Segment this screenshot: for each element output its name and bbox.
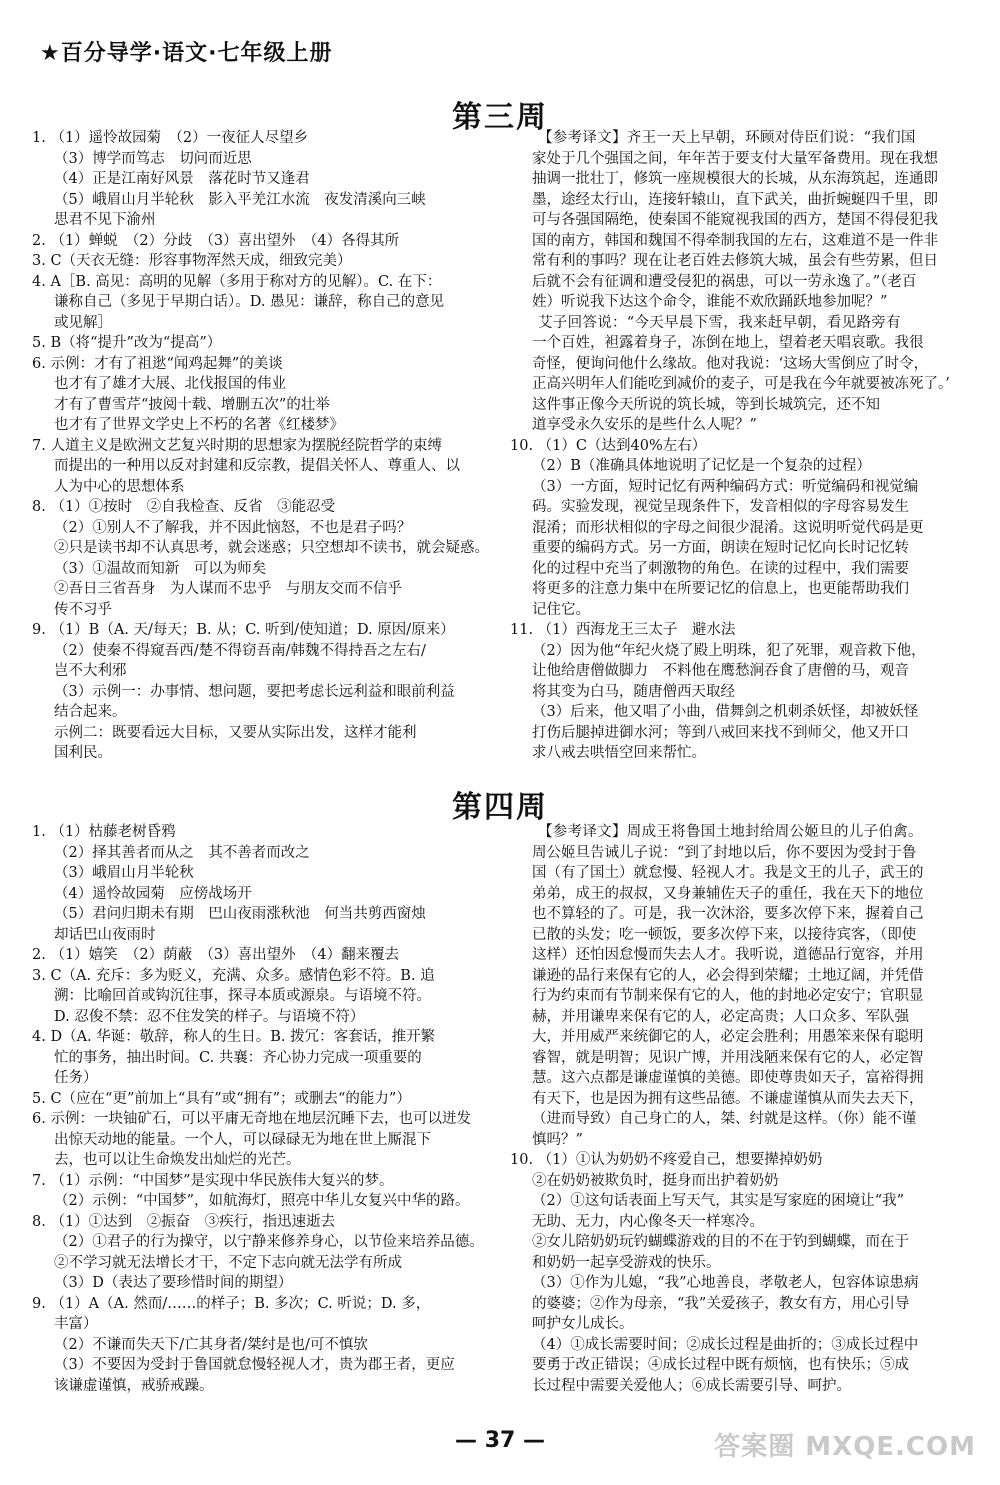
answer-line: （2）使秦不得窥吾西/楚不得窃吾南/韩魏不得持吾之左右/	[54, 642, 426, 659]
answer-line: 长过程中需要关爱他人；⑥成长需要引导、呵护。	[532, 1377, 851, 1394]
answer-line: 出惊天动地的能量。一个人，可以碌碌无为地在世上厮混下	[54, 1131, 431, 1148]
answer-line: （3）一方面，短时记忆有两种编码方式：听觉编码和视觉编	[532, 478, 919, 495]
answer-line: 周公姬旦告诫儿子说：“到了封地以后，你不要因为受封于鲁	[532, 844, 917, 861]
answer-line: D. 忍俊不禁：忍不住发笑的样子。与语境不符）	[54, 1008, 365, 1025]
answer-line: 5. C（应在“更”前加上“具有”或“拥有”；或删去“的能力”）	[32, 1090, 411, 1107]
answer-line: （3）①作为儿媳，“我”心地善良，孝敬老人，包容体谅患病	[532, 1275, 919, 1291]
answer-line: ②不学习就无法增长才干，不定下志向就无法学有所成	[54, 1254, 402, 1271]
answer-line: 4. D（A. 华诞：敬辞，称人的生日。B. 拨冗：客套话，推开繁	[32, 1029, 436, 1045]
answer-line: 5. B（将“提升”改为“提高”）	[32, 335, 222, 351]
answer-line: 让他给唐僧做脚力 不料他在鹰愁涧吞食了唐僧的马，观音	[532, 663, 909, 679]
answer-line: 奇怪，便询问他什么缘故。他对我说：‘这场大雪倒应了时令，	[532, 355, 929, 372]
answer-line: 墨，途经太行山，连接轩辕山，直下武关，曲折蜿蜒四千里，即	[532, 191, 938, 208]
answer-line: 或见解］	[54, 314, 112, 331]
answer-line: 而提出的一种用以反对封建和反宗教，提倡关怀人、尊重人、以	[54, 458, 460, 474]
week3-title: 第三周	[452, 100, 548, 135]
answer-line: 后就不会有征调和遭受侵犯的祸患，可以一劳永逸了。”（老百	[532, 273, 917, 290]
answer-line: 3. C（A. 充斥：多为贬义，充满、众多。感情色彩不符。B. 追	[32, 967, 435, 984]
answer-line: 6. 示例：才有了祖逖“闻鸡起舞”的美谈	[32, 355, 283, 372]
answer-line: 赫，并用谦卑来保有它的人，必定高贵；人口众多、军队强	[532, 1008, 909, 1025]
answer-line: 呵护女儿成长。	[532, 1316, 634, 1332]
answer-line: 慧。这六点都是谦虚谨慎的美德。即使尊贵如天子，富裕得拥	[532, 1070, 924, 1086]
answer-line: （3）D（表达了要珍惜时间的期望）	[54, 1275, 293, 1291]
answer-line: 8. （1）①按时 ②自我检查、反省 ③能忍受	[32, 499, 336, 515]
answer-line: 将其变为白马，随唐僧西天取经	[532, 683, 735, 700]
answer-line: 有天下，也是因为拥有这些品德。不谦虚谨慎从而失去天下，	[532, 1090, 924, 1107]
answer-line: 这样）还怕因怠慢而失去人才。我听说，道德品行宽容，并用	[532, 947, 924, 963]
answer-line: 3. C（天衣无缝：形容事物浑然天成，细致完美）	[32, 253, 352, 269]
answer-line: （3）峨眉山月半轮秋	[54, 865, 194, 881]
answer-line: （3）示例一：办事情、想问题，要把考虑长远利益和眼前利益	[54, 683, 455, 700]
answer-line: 任务）	[54, 1070, 98, 1086]
answer-line: 7. 人道主义是欧洲文艺复兴时期的思想家为摆脱经院哲学的束缚	[32, 437, 442, 454]
answer-line: （2）因为他“年纪火烧了殿上明珠，犯了死罪，观音救下他，	[532, 642, 926, 659]
answer-line: （5）君问归期未有期 巴山夜雨涨秋池 何当共剪西窗烛	[54, 906, 426, 922]
answer-line: 谦逊的品行来保有它的人，必会得到荣耀；土地辽阔，并凭借	[532, 967, 924, 984]
answer-line: 【参考译文】周成王将鲁国土地封给周公姬旦的儿子伯禽。	[538, 824, 923, 840]
answer-line: 的婆婆；②作为母亲，“我”关爱孩子，教女有方，用心引导	[532, 1295, 910, 1312]
answer-line: 行为约束而有节制来保有它的人，他的封地必定安宁；官职显	[532, 988, 924, 1004]
week3-left-column	[32, 128, 492, 764]
book-title-header: ★百分导学·语文·七年级上册	[40, 41, 333, 66]
answer-line: （4）遥怜故园菊 应傍战场开	[54, 885, 252, 902]
answer-line: 将更多的注意力集中在所要记忆的信息上，也更能帮助我们	[532, 581, 909, 597]
answer-line: 大，并用威严来统御它的人，必定会胜利；用愚笨来保有聪明	[532, 1029, 924, 1045]
answer-line: 家处于几个强国之间，年年苦于要支付大量军备费用。现在我想	[532, 150, 938, 167]
answer-line: （3）①温故而知新 可以为师矣	[54, 560, 267, 577]
watermark-logo: 答案圈 MXQE.COM	[714, 1432, 976, 1462]
answer-line: 国（有了国土）就怠慢、轻视人才。我是文王的儿子，武王的	[532, 865, 924, 881]
answer-line: 打伤后腿掉进御水河；等到八戒回来找不到师父，他又开口	[532, 724, 909, 741]
answer-line: 和奶奶一起享受游戏的快乐。	[532, 1254, 721, 1271]
answer-line: （进而导致）自己身亡的人，桀、纣就是这样。（你）能不谨	[532, 1111, 917, 1127]
answer-line: 人为中心的思想体系	[54, 478, 185, 495]
answer-line: 重要的编码方式。另一方面，朗读在短时记忆向长时记忆转	[532, 540, 909, 556]
answer-line: 4. A［B. 高见：高明的见解（多用于称对方的见解）。C. 在下：	[32, 273, 442, 290]
answer-line: 思君不见下渝州	[54, 212, 156, 228]
answer-line: （2）①别人不了解我，并不因此恼怒，不也是君子吗？	[54, 519, 412, 536]
page-number: — 37 —	[455, 1428, 545, 1453]
answer-line: 化的过程中充当了刺激物的角色。在读的过程中，我们需要	[532, 560, 909, 577]
answer-line: （2）①君子的行为操守，以宁静来修养身心，以节俭来培养品德。	[54, 1234, 484, 1250]
answer-line: 弟弟，成王的叔叔，又身兼辅佐天子的重任，我在天下的地位	[532, 885, 924, 902]
answer-line: （3）不要因为受封于鲁国就怠慢轻视人才，贵为郡王者，更应	[54, 1357, 455, 1373]
answer-line: （2）择其善者而从之 其不善者而改之	[54, 844, 310, 861]
answer-line: 国利民。	[54, 745, 112, 761]
answer-line: 溯：比喻回首或钩沉往事，探寻本质或源泉。与语境不符。	[54, 988, 431, 1004]
answer-line: 可与各强国隔绝，使秦国不能窥视我国的西方，楚国不得侵犯我	[532, 212, 938, 228]
answer-line: 也不算轻的了。可是，我一次沐浴，要多次停下来，握着自己	[532, 906, 924, 922]
answer-line: 睿智，就是明智；见识广博，并用浅陋来保有它的人，必定智	[532, 1049, 924, 1066]
answer-line: ②只是读书却不认真思考，就会迷惑；只空想却不读书，就会疑惑。	[54, 540, 489, 556]
answer-line: 去，也可以让生命焕发出灿烂的光芒。	[54, 1152, 301, 1168]
answer-line: （4）正是江南好风景 落花时节又逢君	[54, 171, 310, 187]
answer-line: 9. （1）B（A. 天/每天；B. 从；C. 听到/使知道；D. 原因/原来）	[32, 622, 455, 638]
answer-line: 10. （1）C（达到40%左右）	[510, 437, 707, 454]
answer-line: 这件事正像今天所说的筑长城，等到长城筑完，还不知	[532, 396, 880, 413]
answer-line: 1. （1）遥怜故园菊 （2）一夜征人尽望乡	[32, 130, 309, 146]
answer-line: 姓）听说我下达这个命令，谁能不欢欣踊跃地参加呢？”	[532, 294, 888, 310]
answer-line: （3）后来，他又唱了小曲，借舞剑之机刺杀妖怪，却被妖怪	[532, 704, 919, 720]
answer-line: 6. 示例：一块铀矿石，可以平庸无奇地在地层沉睡下去，也可以迸发	[32, 1111, 471, 1127]
answer-line: 岂不大利邪	[54, 663, 127, 679]
week3-right-column	[510, 128, 972, 764]
answer-line: （3）博学而笃志 切问而近思	[54, 150, 252, 167]
answer-line: 2. （1）嬉笑 （2）荫蔽 （3）喜出望外 （4）翻来覆去	[32, 947, 400, 963]
answer-line: 示例二：既要看远大目标，又要从实际出发，这样才能利	[54, 724, 417, 741]
answer-line: 才有了曹雪芹“披阅十载、增删五次”的壮举	[54, 396, 330, 413]
answer-line: 无助、无力，内心像冬天一样寒冷。	[532, 1213, 764, 1230]
answer-line: （2）①这句话表面上写天气，其实是写家庭的困境让“我”	[532, 1193, 905, 1209]
answer-line: ②吾日三省吾身 为人谋而不忠乎 与朋友交而不信乎	[54, 581, 402, 597]
answer-line: 码。实验发现，视觉呈现条件下，发音相似的字母容易发生	[532, 499, 909, 515]
answer-line: （2）不谦而失天下/亡其身者/桀纣是也/可不慎欤	[54, 1336, 368, 1353]
answer-line: 常有利的事吗？现在让老百姓去修筑大城，虽会有些劳累，但日	[532, 253, 938, 269]
answer-line: 谦称自己（多见于早期白话）。D. 愚见：谦辞，称自己的意见	[54, 294, 445, 310]
answer-line: 记住它。	[532, 601, 590, 618]
answer-line: 传不习乎	[54, 601, 112, 618]
answer-line: （2）B（准确具体地说明了记忆是一个复杂的过程）	[532, 458, 871, 474]
answer-line: 正高兴明年人们能吃到减价的麦子，可是我在今年就要被冻死了。’	[532, 376, 950, 392]
answer-line: 9. （1）A（A. 然而/……的样子；B. 多次；C. 听说；D. 多，	[32, 1295, 431, 1312]
answer-line: 国的南方，韩国和魏国不得牵制我国的左右，这难道不是一件非	[532, 232, 938, 249]
answer-line: 8. （1）①达到 ②振奋 ③疾行，指迅速逝去	[32, 1213, 336, 1230]
answer-line: 7. （1）示例：“中国梦”是实现中华民族伟大复兴的梦。	[32, 1172, 394, 1189]
answer-line: 要勇于改正错误；④成长过程中既有烦恼，也有快乐；⑤成	[532, 1357, 909, 1373]
answer-line: 抽调一批壮丁，修筑一座规模很大的长城，从东海筑起，连通即	[532, 171, 938, 187]
answer-line: 慎吗？”	[532, 1131, 583, 1148]
answer-line: 混淆；而形状相似的字母之间很少混淆。这说明听觉代码是更	[532, 519, 924, 536]
answer-line: 也才有了雄才大展、北伐报国的伟业	[54, 376, 286, 392]
week4-right-column	[510, 822, 972, 1396]
answer-line: 却话巴山夜雨时	[54, 926, 156, 943]
week4-title: 第四周	[452, 790, 548, 825]
answer-line: 艾子回答说：“今天早晨下雪，我来赶早朝，看见路旁有	[538, 314, 901, 331]
week4-left-column	[32, 822, 492, 1396]
answer-line: 也才有了世界文学史上不朽的名著《红楼梦》	[54, 417, 344, 433]
answer-line: （4）①成长需要时间；②成长过程是曲折的；③成长过程中	[532, 1336, 919, 1353]
answer-line: ②在奶奶被欺负时，挺身而出护着奶奶	[532, 1172, 779, 1189]
answer-line: ②女儿陪奶奶玩钓蝴蝶游戏的目的不在于钓到蝴蝶，而在于	[532, 1234, 909, 1250]
answer-line: 2. （1）蝉蜕 （2）分歧 （3）喜出望外 （4）各得其所	[32, 232, 400, 249]
answer-line: 10. （1）①认为奶奶不疼爱自己，想要撵掉奶奶	[510, 1152, 823, 1168]
answer-line: 道享受永久安乐的是些什么人呢？”	[532, 417, 757, 433]
answer-line: 已散的头发；吃一顿饭，要多次停下来，以接待宾客，（即使	[532, 926, 917, 943]
answer-line: （2）示例：“中国梦”，如航海灯，照亮中华儿女复兴中华的路。	[54, 1193, 470, 1209]
answer-line: 丰富）	[54, 1316, 98, 1332]
answer-line: 一个百姓，袒露着身子，冻倒在地上，望着老天唱哀歌。我很	[532, 335, 924, 351]
answer-line: 1. （1）枯藤老树昏鸦	[32, 824, 176, 840]
answer-line: 该谦虚谨慎，戒骄戒躁。	[54, 1377, 214, 1394]
answer-line: 结合起来。	[54, 704, 127, 720]
answer-line: 11. （1）西海龙王三太子 避水法	[510, 622, 736, 638]
answer-line: （5）峨眉山月半轮秋 影入平羌江水流 夜发清溪向三峡	[54, 191, 426, 208]
answer-line: 求八戒去哄悟空回来帮忙。	[532, 745, 706, 761]
answer-line: 【参考译文】齐王一天上早朝，环顾对侍臣们说：“我们国	[538, 130, 916, 146]
answer-line: 忙的事务，抽出时间。C. 共襄：齐心协力完成一项重要的	[54, 1049, 422, 1066]
